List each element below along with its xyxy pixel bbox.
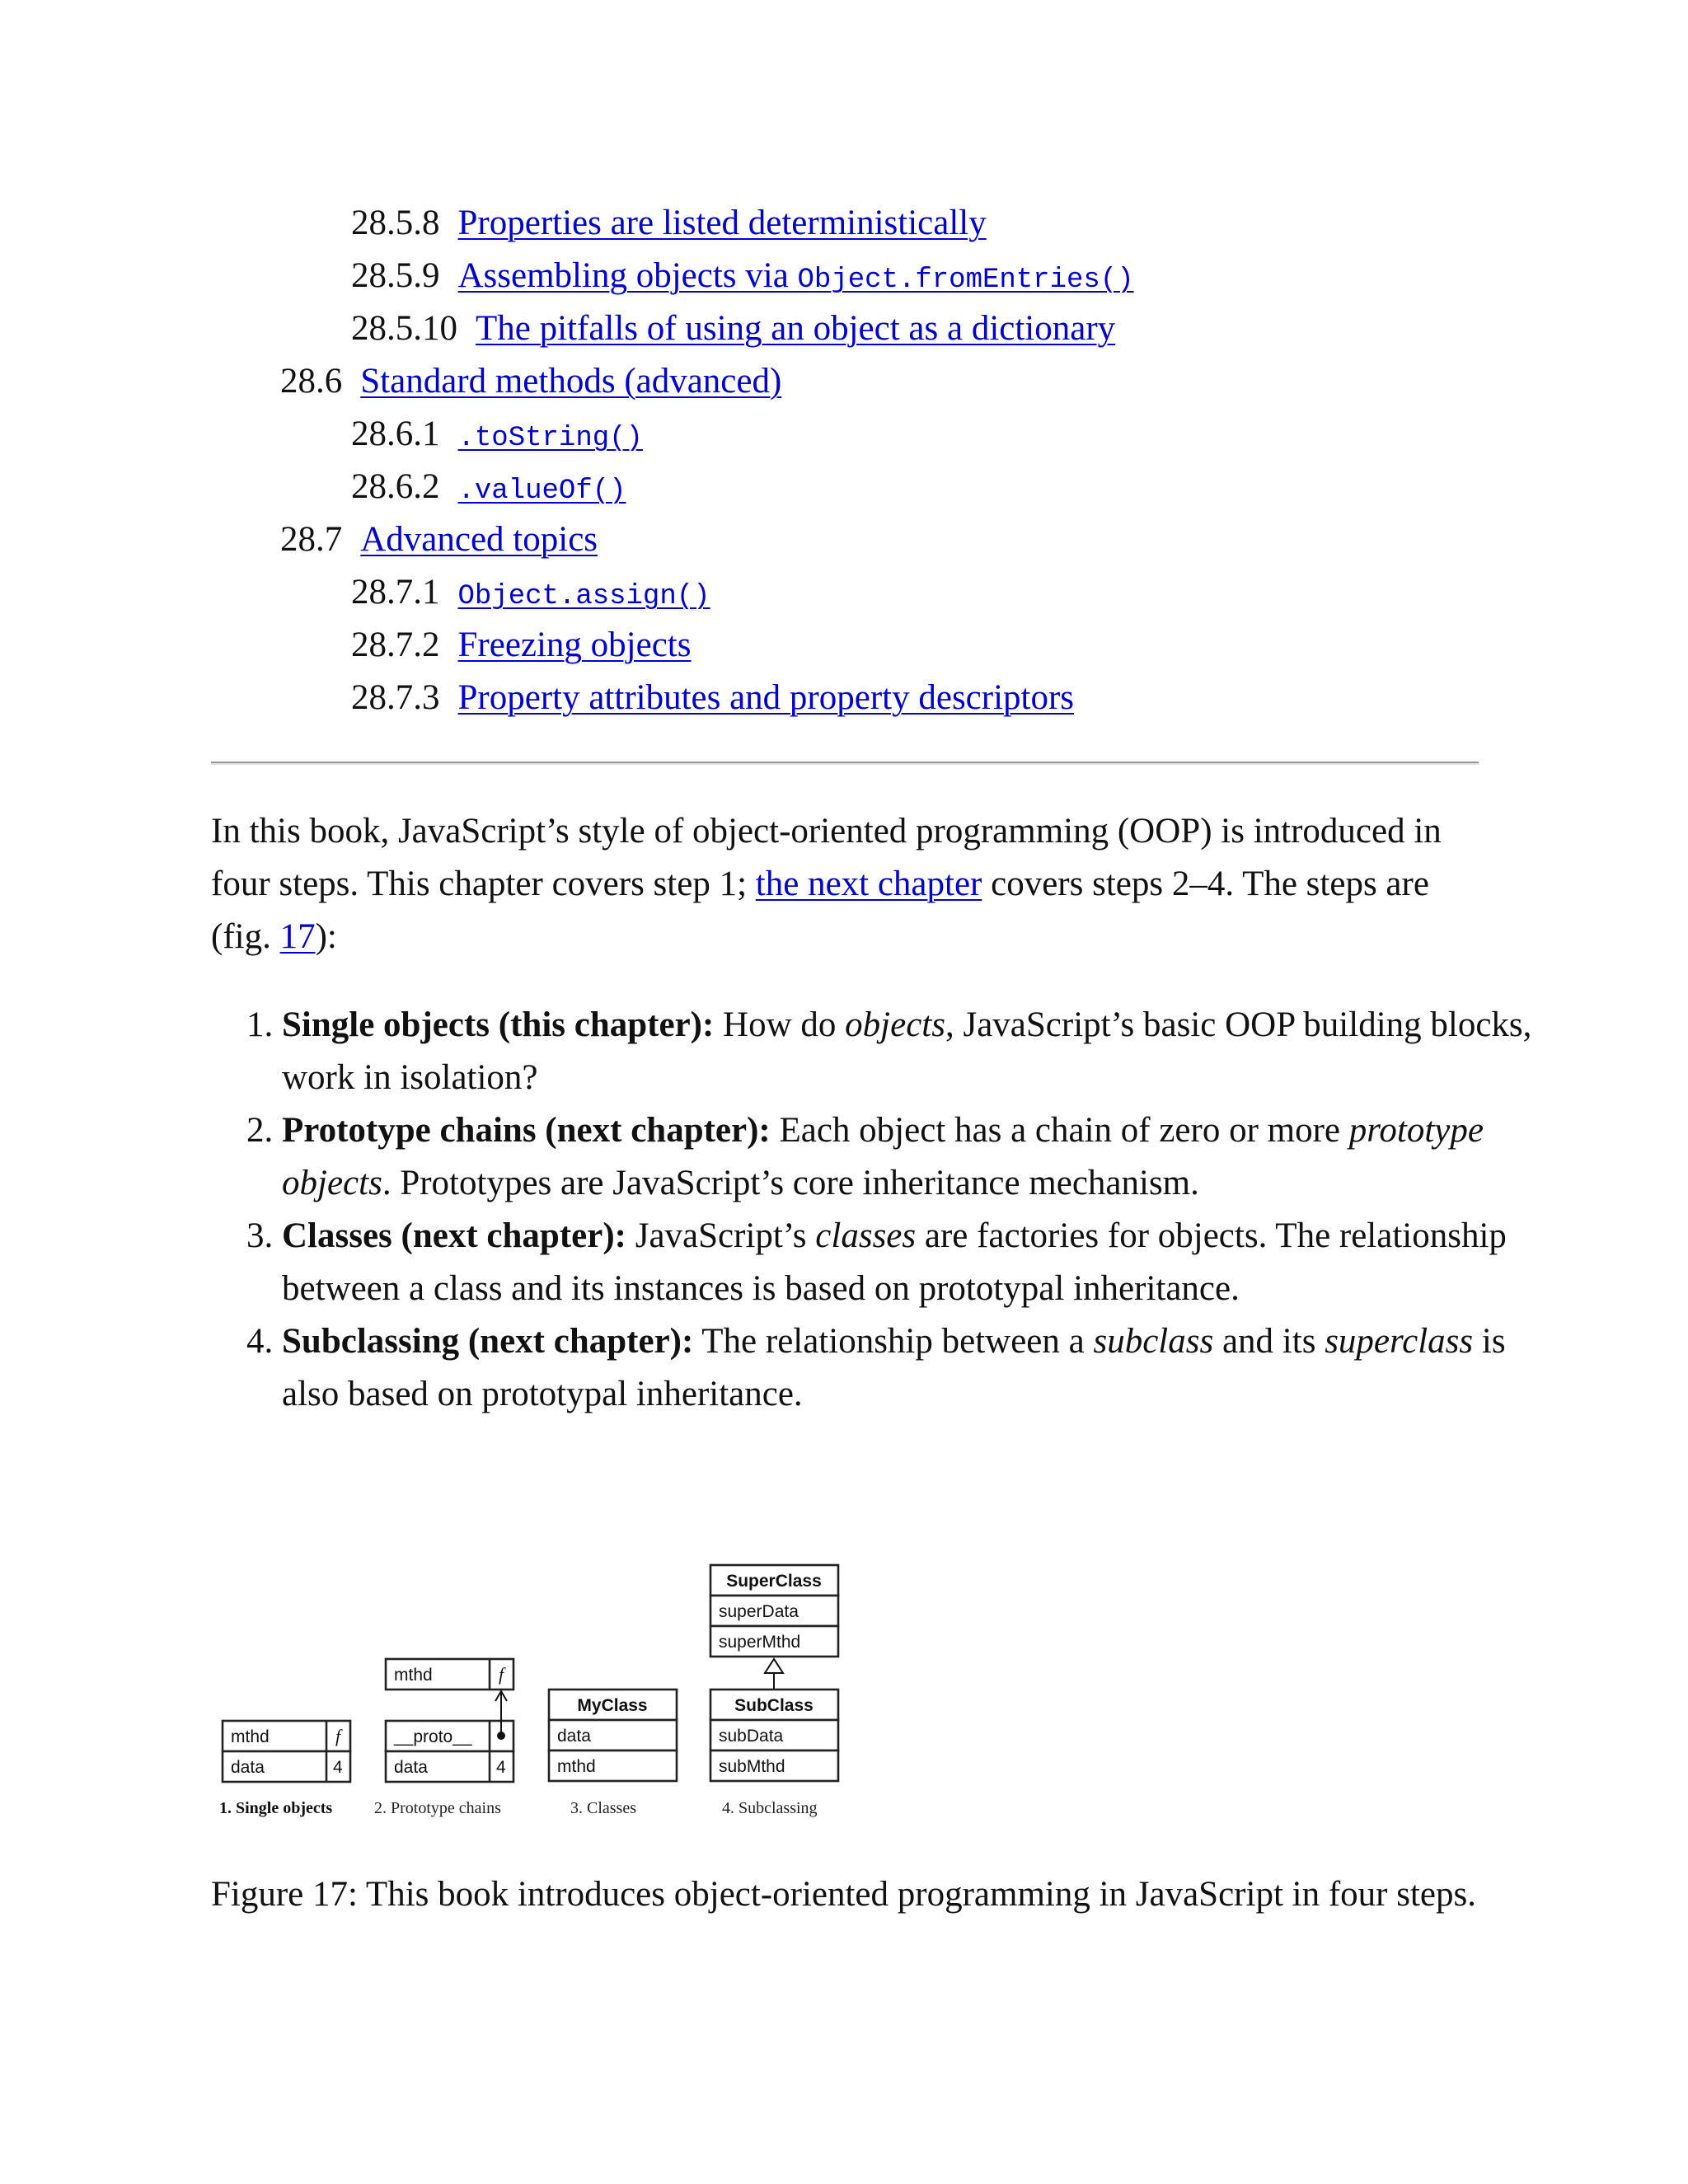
- single-data-label: data: [231, 1758, 265, 1777]
- list-item: 2. Prototype chains (next chapter): Each object has a chain of zero or more prototype objects. Prototypes are JavaScript’s core inheritance mechanism.: [282, 1104, 1551, 1210]
- prototype-chain-boxes: [386, 1659, 513, 1782]
- horizontal-rule: [211, 762, 1479, 765]
- single-object-box: [223, 1721, 350, 1782]
- toc-item: 28.5.9 Assembling objects via Object.fromEntries(): [351, 256, 1134, 296]
- proto-top-mthd-label: mthd: [394, 1666, 433, 1685]
- subclass-title: SubClass: [734, 1696, 814, 1715]
- intro-paragraph: In this book, JavaScript’s style of object-oriented programming (OOP) is introduced in four steps. This chapter covers step 1; the next chapter covers steps 2–4. The steps are (fig. 17):: [211, 812, 1442, 956]
- toc-item: 28.6.1 .toString(): [351, 415, 643, 454]
- next-chapter-link[interactable]: the next chapter: [755, 865, 982, 903]
- toc-link[interactable]: .toString(): [457, 423, 643, 454]
- toc-item: 28.7.2 Freezing objects: [351, 626, 692, 664]
- figure-caption: Figure 17: This book introduces object-oriented programming in JavaScript in four steps.: [211, 1875, 1476, 1914]
- toc-item: 28.7.3 Property attributes and property descriptors: [351, 678, 1075, 717]
- single-mthd-label: mthd: [231, 1727, 270, 1746]
- subclass-mthd-label: subMthd: [719, 1757, 785, 1776]
- single-mthd-value: f: [335, 1726, 341, 1746]
- myclass-title: MyClass: [577, 1696, 648, 1715]
- toc-item: 28.5.8 Properties are listed deterministically: [351, 204, 987, 242]
- subclassing-boxes: [710, 1565, 838, 1781]
- proto-data-label: data: [394, 1758, 428, 1777]
- superclass-data-label: superData: [719, 1602, 799, 1621]
- list-item: 1. Single objects (this chapter): How do objects, JavaScript’s basic OOP building blocks, work in isolation?: [282, 999, 1551, 1104]
- toc-link[interactable]: Property attributes and property descriptors: [457, 678, 1075, 717]
- single-data-value: 4: [333, 1758, 343, 1777]
- myclass-mthd-label: mthd: [557, 1757, 596, 1776]
- proto-top-mthd-value: f: [499, 1664, 504, 1685]
- inheritance-arrow: [765, 1659, 783, 1673]
- proto-data-value: 4: [496, 1758, 506, 1777]
- toc-link[interactable]: Assembling objects via Object.fromEntries(): [457, 256, 1134, 296]
- toc-link[interactable]: .valueOf(): [457, 476, 626, 507]
- class-box: [549, 1690, 677, 1781]
- caption-single-objects: 1. Single objects: [219, 1799, 333, 1817]
- toc-item: 28.7.1 Object.assign(): [351, 573, 710, 612]
- toc-link[interactable]: Standard methods (advanced): [360, 362, 782, 401]
- toc-item: 28.6.2 .valueOf(): [351, 467, 626, 507]
- steps-list: [211, 999, 1551, 1421]
- caption-subclassing: 4. Subclassing: [722, 1799, 818, 1817]
- toc-item: 28.7 Advanced topics: [280, 520, 598, 559]
- subclass-data-label: subData: [719, 1727, 784, 1746]
- oop-diagram-svg: [211, 1549, 870, 1846]
- toc-link[interactable]: Advanced topics: [360, 520, 598, 559]
- toc-item: 28.5.10 The pitfalls of using an object as a dictionary: [351, 309, 1116, 348]
- list-item: 3. Classes (next chapter): JavaScript’s classes are factories for objects. The relationship between a class and its instances is based on prototypal inheritance.: [282, 1210, 1551, 1315]
- superclass-mthd-label: superMthd: [719, 1633, 801, 1652]
- caption-prototype-chains: 2. Prototype chains: [374, 1799, 501, 1817]
- toc-link[interactable]: Freezing objects: [457, 626, 692, 664]
- superclass-title: SuperClass: [726, 1572, 822, 1591]
- oop-diagram: [211, 1549, 870, 1846]
- myclass-data-label: data: [557, 1727, 591, 1746]
- caption-classes: 3. Classes: [570, 1799, 636, 1817]
- toc-item: 28.6 Standard methods (advanced): [280, 362, 782, 401]
- proto-link-label: __proto__: [394, 1727, 472, 1746]
- toc-link[interactable]: Properties are listed deterministically: [457, 204, 987, 242]
- figure-link[interactable]: 17: [279, 917, 316, 956]
- toc-link[interactable]: The pitfalls of using an object as a dictionary: [476, 309, 1116, 348]
- toc-link[interactable]: Object.assign(): [457, 581, 710, 612]
- list-item: 4. Subclassing (next chapter): The relationship between a subclass and its superclass is also based on prototypal inheritance.: [282, 1315, 1551, 1421]
